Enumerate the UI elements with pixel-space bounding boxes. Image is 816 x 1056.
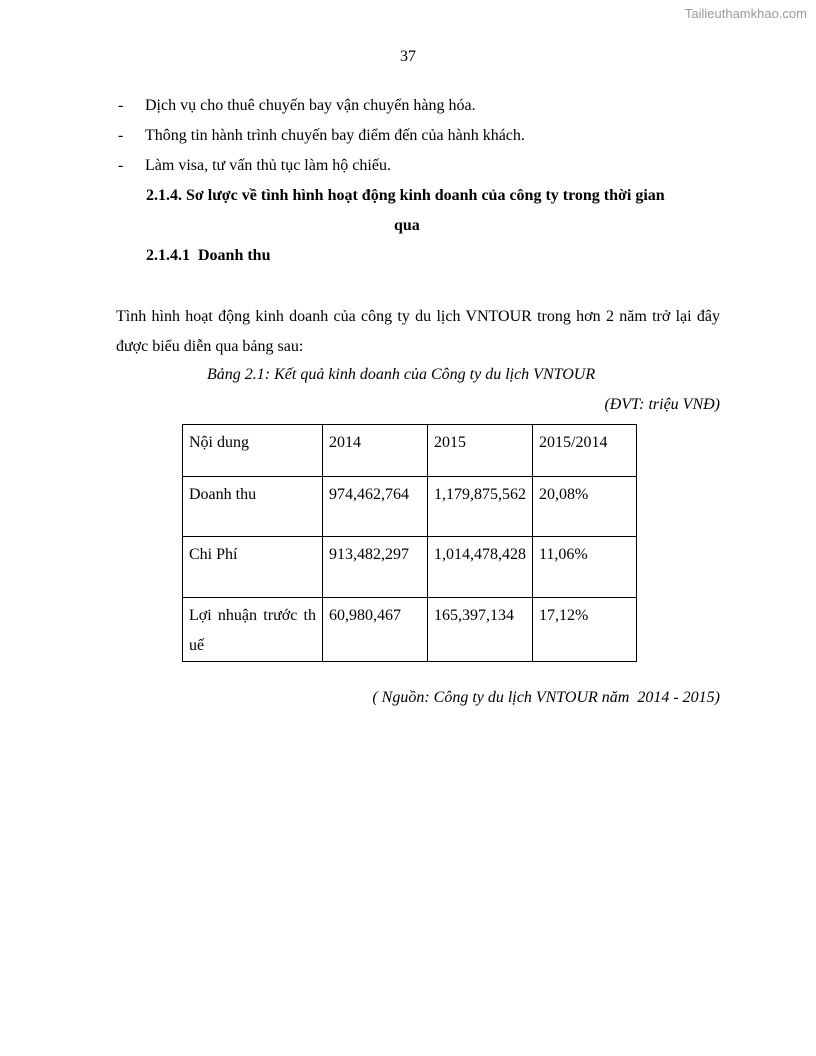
bullet-text: Làm visa, tư vấn thủ tục làm hộ chiếu.	[145, 157, 391, 174]
header-cell: 2014	[323, 425, 428, 477]
table-cell: 1,179,875,562	[428, 477, 533, 537]
bullet-text: Dịch vụ cho thuê chuyến bay vận chuyển hàng hóa.	[145, 97, 476, 114]
table-cell: 17,12%	[533, 598, 637, 662]
section-heading: 2.1.4. Sơ lược về tình hình hoạt động kinh doanh của công ty trong thời gian	[146, 187, 665, 204]
section-heading-continued: qua	[394, 217, 420, 234]
bullet-marker: -	[118, 97, 124, 114]
table-cell: 1,014,478,428	[428, 537, 533, 598]
table-cell: Lợi nhuận trước thuế	[183, 598, 323, 662]
results-table	[182, 424, 637, 662]
table-cell: 11,06%	[533, 537, 637, 598]
table-cell: 913,482,297	[323, 537, 428, 598]
table-cell: 974,462,764	[323, 477, 428, 537]
table-cell: Doanh thu	[183, 477, 323, 537]
watermark: Tailieuthamkhao.com	[684, 6, 807, 21]
header-cell: 2015/2014	[533, 425, 637, 477]
bullet-marker: -	[118, 157, 124, 174]
unit-note: (ĐVT: triệu VNĐ)	[604, 396, 720, 413]
page-number: 37	[400, 48, 416, 65]
header-cell: 2015	[428, 425, 533, 477]
table-row	[183, 537, 637, 598]
table-row	[183, 598, 637, 662]
bullet-marker: -	[118, 127, 124, 144]
body-paragraph: Tình hình hoạt động kinh doanh của công ty du lịch VNTOUR trong hơn 2 năm trở lại đây được biểu diễn qua bảng sau:	[116, 308, 720, 355]
table-caption: Bảng 2.1: Kết quả kinh doanh của Công ty du lịch VNTOUR	[207, 366, 596, 383]
header-cell: Nội dung	[183, 425, 323, 477]
table-cell: Chi Phí	[183, 537, 323, 598]
bullet-text: Thông tin hành trình chuyến bay điểm đến của hành khách.	[145, 127, 525, 144]
table-cell: 60,980,467	[323, 598, 428, 662]
table-header-row	[183, 425, 637, 477]
subsection-heading: 2.1.4.1 Doanh thu	[146, 247, 271, 264]
source-note: ( Nguồn: Công ty du lịch VNTOUR năm 2014 - 2015)	[372, 689, 720, 706]
table-cell: 20,08%	[533, 477, 637, 537]
table-row	[183, 477, 637, 537]
table-cell: 165,397,134	[428, 598, 533, 662]
